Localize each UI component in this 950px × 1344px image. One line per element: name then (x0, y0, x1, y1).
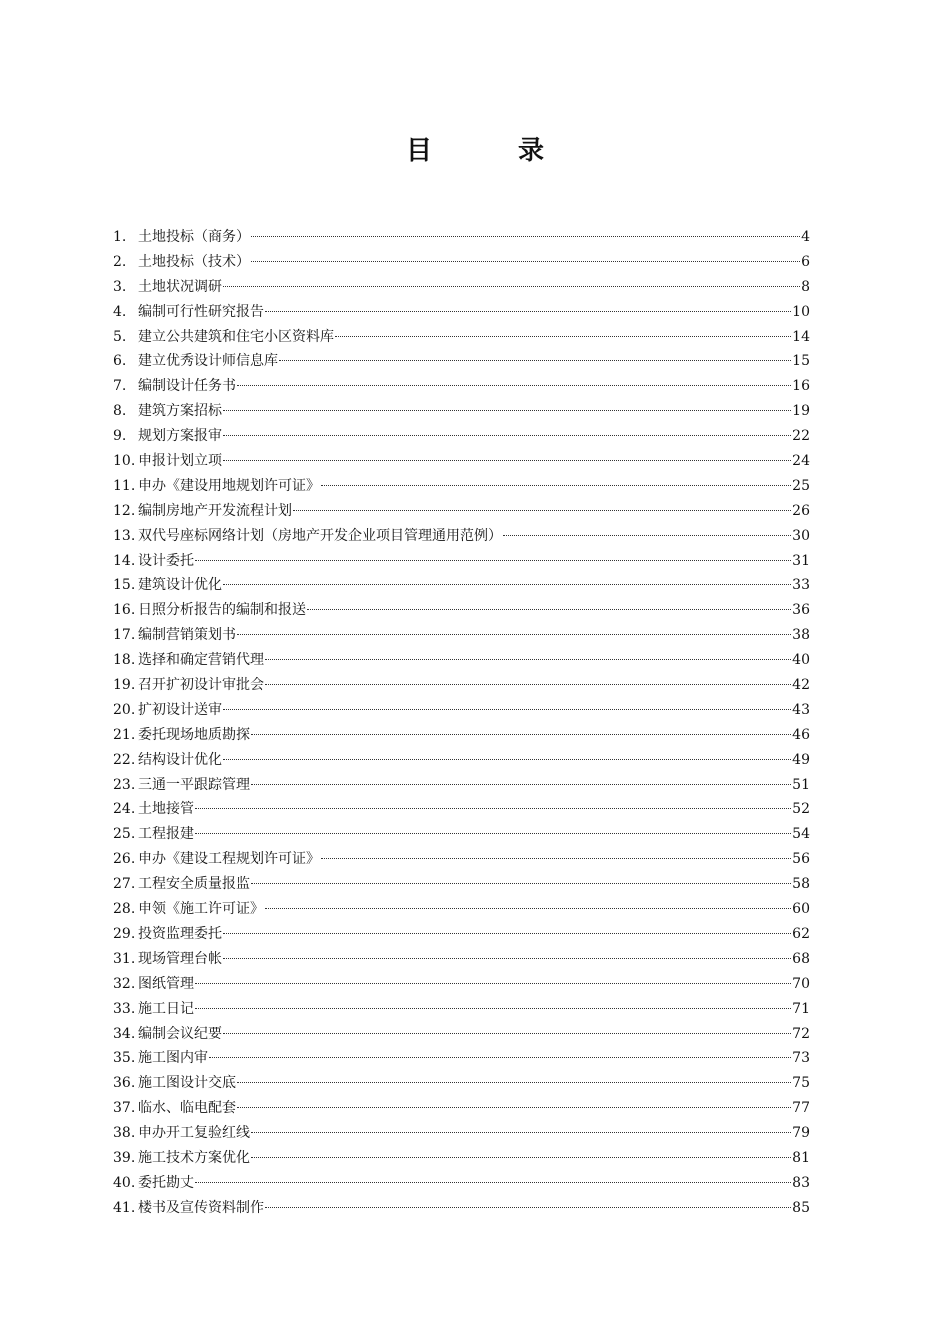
toc-entry[interactable] (113, 474, 810, 499)
toc-entry[interactable] (113, 1071, 810, 1096)
toc-dot-leader (223, 933, 791, 934)
toc-entry-title: 双代号座标网络计划（房地产开发企业项目管理通用范例） (138, 527, 502, 544)
toc-entry-title: 日照分析报告的编制和报送 (138, 602, 306, 619)
toc-entry-title: 建立优秀设计师信息库 (138, 353, 278, 370)
toc-entry[interactable] (113, 424, 810, 449)
toc-entry-number: 5. (113, 328, 127, 345)
toc-entry-title: 召开扩初设计审批会 (138, 677, 264, 694)
toc-entry-title: 建筑方案招标 (138, 403, 222, 420)
toc-entry[interactable] (113, 374, 810, 399)
toc-entry-page-number: 16 (792, 378, 810, 395)
toc-dot-leader (265, 908, 791, 909)
toc-dot-leader (223, 460, 791, 461)
toc-entry-number: 9. (113, 428, 127, 445)
toc-entry-title: 申办开工复验红线 (138, 1125, 250, 1142)
toc-entry-number: 25. (113, 826, 136, 843)
toc-entry-number: 17. (113, 627, 136, 644)
toc-entry[interactable] (113, 1146, 810, 1171)
toc-dot-leader (335, 336, 791, 337)
toc-entry-title: 投资监理委托 (138, 925, 222, 942)
toc-entry-page-number: 60 (792, 901, 810, 918)
toc-entry-number: 32. (113, 975, 136, 992)
toc-entry[interactable] (113, 325, 810, 350)
toc-entry-number: 22. (113, 751, 136, 768)
toc-entry-title: 委托现场地质勘探 (138, 726, 250, 743)
toc-dot-leader (251, 883, 791, 884)
toc-entry-title: 申领《施工许可证》 (138, 901, 264, 918)
toc-entry-page-number: 19 (792, 403, 810, 420)
page-title: 目 录 (405, 136, 574, 166)
toc-entry-title: 三通一平跟踪管理 (138, 776, 250, 793)
toc-entry-page-number: 8 (801, 278, 810, 295)
toc-entry[interactable] (113, 723, 810, 748)
toc-entry-page-number: 6 (801, 253, 810, 270)
toc-entry[interactable] (113, 797, 810, 822)
toc-entry-title: 施工技术方案优化 (138, 1149, 250, 1166)
toc-entry-number: 41. (113, 1199, 136, 1216)
toc-entry-number: 40. (113, 1174, 136, 1191)
toc-entry-title: 申办《建设工程规划许可证》 (138, 851, 320, 868)
toc-entry[interactable] (113, 822, 810, 847)
toc-entry[interactable] (113, 648, 810, 673)
toc-entry[interactable] (113, 748, 810, 773)
toc-dot-leader (251, 261, 800, 262)
toc-dot-leader (321, 858, 791, 859)
toc-entry-title: 编制设计任务书 (138, 378, 236, 395)
toc-entry-page-number: 71 (792, 1000, 810, 1017)
toc-entry-page-number: 15 (792, 353, 810, 370)
toc-entry-number: 26. (113, 851, 136, 868)
toc-entry-page-number: 70 (792, 975, 810, 992)
toc-entry-number: 16. (113, 602, 136, 619)
toc-entry-number: 33. (113, 1000, 136, 1017)
toc-entry-title: 建筑设计优化 (138, 577, 222, 594)
toc-entry[interactable] (113, 499, 810, 524)
toc-entry-number: 14. (113, 552, 136, 569)
toc-entry-number: 12. (113, 502, 136, 519)
toc-dot-leader (195, 1182, 791, 1183)
toc-entry[interactable] (113, 922, 810, 947)
toc-entry-page-number: 49 (792, 751, 810, 768)
toc-entry-title: 委托勘丈 (138, 1174, 194, 1191)
toc-entry[interactable] (113, 897, 810, 922)
toc-entry-page-number: 75 (792, 1075, 810, 1092)
toc-entry-title: 规划方案报审 (138, 428, 222, 445)
toc-entry[interactable] (113, 1096, 810, 1121)
toc-dot-leader (195, 983, 791, 984)
toc-dot-leader (237, 1107, 791, 1108)
toc-entry-title: 设计委托 (138, 552, 194, 569)
toc-entry-page-number: 14 (792, 328, 810, 345)
toc-entry-number: 11. (113, 477, 136, 494)
toc-entry-title: 建立公共建筑和住宅小区资料库 (138, 328, 334, 345)
toc-dot-leader (279, 360, 791, 361)
toc-entry-number: 37. (113, 1100, 136, 1117)
toc-entry-title: 施工日记 (138, 1000, 194, 1017)
toc-entry-title: 现场管理台帐 (138, 950, 222, 967)
toc-dot-leader (195, 808, 791, 809)
toc-entry[interactable] (113, 250, 810, 275)
toc-entry-number: 13. (113, 527, 136, 544)
toc-entry-page-number: 62 (792, 925, 810, 942)
toc-entry-title: 结构设计优化 (138, 751, 222, 768)
toc-entry-number: 23. (113, 776, 136, 793)
toc-entry[interactable] (113, 598, 810, 623)
toc-entry-page-number: 52 (792, 801, 810, 818)
toc-entry[interactable] (113, 300, 810, 325)
toc-entry-page-number: 79 (792, 1125, 810, 1142)
toc-entry-title: 扩初设计送审 (138, 701, 222, 718)
toc-entry-number: 31. (113, 950, 136, 967)
toc-dot-leader (209, 1057, 791, 1058)
toc-entry-number: 18. (113, 652, 136, 669)
toc-dot-leader (223, 286, 800, 287)
toc-entry-title: 申办《建设用地规划许可证》 (138, 477, 320, 494)
toc-entry-page-number: 42 (792, 677, 810, 694)
toc-entry-number: 15. (113, 577, 136, 594)
toc-entry-page-number: 51 (792, 776, 810, 793)
toc-entry-title: 编制房地产开发流程计划 (138, 502, 292, 519)
toc-entry[interactable] (113, 349, 810, 374)
toc-entry-number: 34. (113, 1025, 136, 1042)
toc-entry-page-number: 22 (792, 428, 810, 445)
toc-entry-number: 4. (113, 303, 127, 320)
toc-dot-leader (251, 784, 791, 785)
toc-dot-leader (195, 560, 791, 561)
toc-entry[interactable] (113, 673, 810, 698)
toc-entry[interactable] (113, 1196, 810, 1221)
toc-entry-title: 施工图内审 (138, 1050, 208, 1067)
toc-entry-page-number: 81 (792, 1149, 810, 1166)
toc-dot-leader (321, 485, 791, 486)
toc-entry-title: 工程报建 (138, 826, 194, 843)
toc-dot-leader (251, 1132, 791, 1133)
toc-entry-number: 3. (113, 278, 127, 295)
toc-entry-title: 施工图设计交底 (138, 1075, 236, 1092)
toc-dot-leader (265, 659, 791, 660)
toc-entry-page-number: 72 (792, 1025, 810, 1042)
toc-entry[interactable] (113, 773, 810, 798)
toc-entry-page-number: 36 (792, 602, 810, 619)
toc-entry-page-number: 4 (801, 229, 810, 245)
toc-dot-leader (251, 1157, 791, 1158)
toc-dot-leader (237, 1082, 791, 1083)
toc-dot-leader (223, 435, 791, 436)
toc-entry-number: 7. (113, 378, 127, 395)
toc-entry[interactable] (113, 623, 810, 648)
toc-entry-title: 编制可行性研究报告 (138, 303, 264, 320)
toc-entry-number: 35. (113, 1050, 136, 1067)
toc-entry-page-number: 43 (792, 701, 810, 718)
toc-dot-leader (223, 759, 791, 760)
toc-entry[interactable] (113, 698, 810, 723)
toc-entry[interactable] (113, 1046, 810, 1071)
toc-entry[interactable] (113, 573, 810, 598)
toc-dot-leader (237, 634, 791, 635)
toc-dot-leader (265, 1207, 791, 1208)
toc-entry[interactable] (113, 524, 810, 549)
toc-entry-page-number: 25 (792, 477, 810, 494)
toc-dot-leader (251, 734, 791, 735)
toc-entry-page-number: 68 (792, 950, 810, 967)
toc-entry-number: 1. (113, 229, 127, 245)
toc-entry-page-number: 83 (792, 1174, 810, 1191)
toc-entry-number: 36. (113, 1075, 136, 1092)
toc-entry-title: 工程安全质量报监 (138, 876, 250, 893)
toc-dot-leader (223, 584, 791, 585)
toc-dot-leader (195, 833, 791, 834)
toc-entry-title: 土地投标（技术） (138, 253, 250, 270)
toc-dot-leader (265, 684, 791, 685)
toc-entry-page-number: 73 (792, 1050, 810, 1067)
toc-entry-title: 图纸管理 (138, 975, 194, 992)
toc-entry[interactable] (113, 399, 810, 424)
toc-dot-leader (237, 385, 791, 386)
toc-entry[interactable] (113, 275, 810, 300)
toc-entry-number: 20. (113, 701, 136, 718)
toc-dot-leader (293, 510, 791, 511)
toc-entry-page-number: 10 (792, 303, 810, 320)
toc-entry-title: 编制会议纪要 (138, 1025, 222, 1042)
toc-entry[interactable] (113, 972, 810, 997)
toc-entry-page-number: 54 (792, 826, 810, 843)
toc-entry[interactable] (113, 1121, 810, 1146)
toc-entry-number: 39. (113, 1149, 136, 1166)
toc-entry[interactable] (113, 947, 810, 972)
toc-entry-page-number: 40 (792, 652, 810, 669)
toc-entry-number: 10. (113, 453, 136, 470)
toc-dot-leader (307, 609, 791, 610)
toc-entry[interactable] (113, 847, 810, 872)
toc-entry-page-number: 46 (792, 726, 810, 743)
toc-entry-title: 土地接管 (138, 801, 194, 818)
toc-entry-title: 编制营销策划书 (138, 627, 236, 644)
toc-entry-page-number: 24 (792, 453, 810, 470)
toc-entry-title: 土地状况调研 (138, 278, 222, 295)
toc-entry-title: 选择和确定营销代理 (138, 652, 264, 669)
toc-entry-number: 8. (113, 403, 127, 420)
toc-dot-leader (223, 410, 791, 411)
toc-entry-page-number: 30 (792, 527, 810, 544)
toc-entry-number: 2. (113, 253, 127, 270)
table-of-contents (113, 225, 810, 1221)
toc-entry[interactable] (113, 1022, 810, 1047)
toc-entry[interactable] (113, 872, 810, 897)
toc-entry-number: 24. (113, 801, 136, 818)
toc-dot-leader (223, 709, 791, 710)
toc-entry-title: 临水、临电配套 (138, 1100, 236, 1117)
toc-dot-leader (503, 535, 791, 536)
toc-entry-number: 21. (113, 726, 136, 743)
toc-entry[interactable] (113, 1171, 810, 1196)
toc-entry-number: 38. (113, 1125, 136, 1142)
toc-dot-leader (195, 1008, 791, 1009)
toc-entry-number: 27. (113, 876, 136, 893)
toc-entry[interactable] (113, 225, 810, 250)
toc-entry-page-number: 33 (792, 577, 810, 594)
toc-entry-number: 6. (113, 353, 127, 370)
toc-entry[interactable] (113, 449, 810, 474)
toc-dot-leader (223, 1033, 791, 1034)
toc-dot-leader (251, 236, 800, 237)
toc-dot-leader (223, 958, 791, 959)
toc-entry-page-number: 31 (792, 552, 810, 569)
toc-entry-number: 28. (113, 901, 136, 918)
toc-entry-page-number: 56 (792, 851, 810, 868)
toc-dot-leader (265, 311, 791, 312)
toc-entry[interactable] (113, 997, 810, 1022)
toc-entry-page-number: 58 (792, 876, 810, 893)
toc-entry-page-number: 38 (792, 627, 810, 644)
toc-entry-title: 土地投标（商务） (138, 229, 250, 245)
toc-entry-title: 楼书及宣传资料制作 (138, 1199, 264, 1216)
toc-entry-number: 29. (113, 925, 136, 942)
toc-entry-title: 申报计划立项 (138, 453, 222, 470)
toc-entry-number: 19. (113, 677, 136, 694)
toc-entry[interactable] (113, 549, 810, 574)
toc-entry-page-number: 77 (792, 1100, 810, 1117)
toc-entry-page-number: 85 (792, 1199, 810, 1216)
toc-entry-page-number: 26 (792, 502, 810, 519)
